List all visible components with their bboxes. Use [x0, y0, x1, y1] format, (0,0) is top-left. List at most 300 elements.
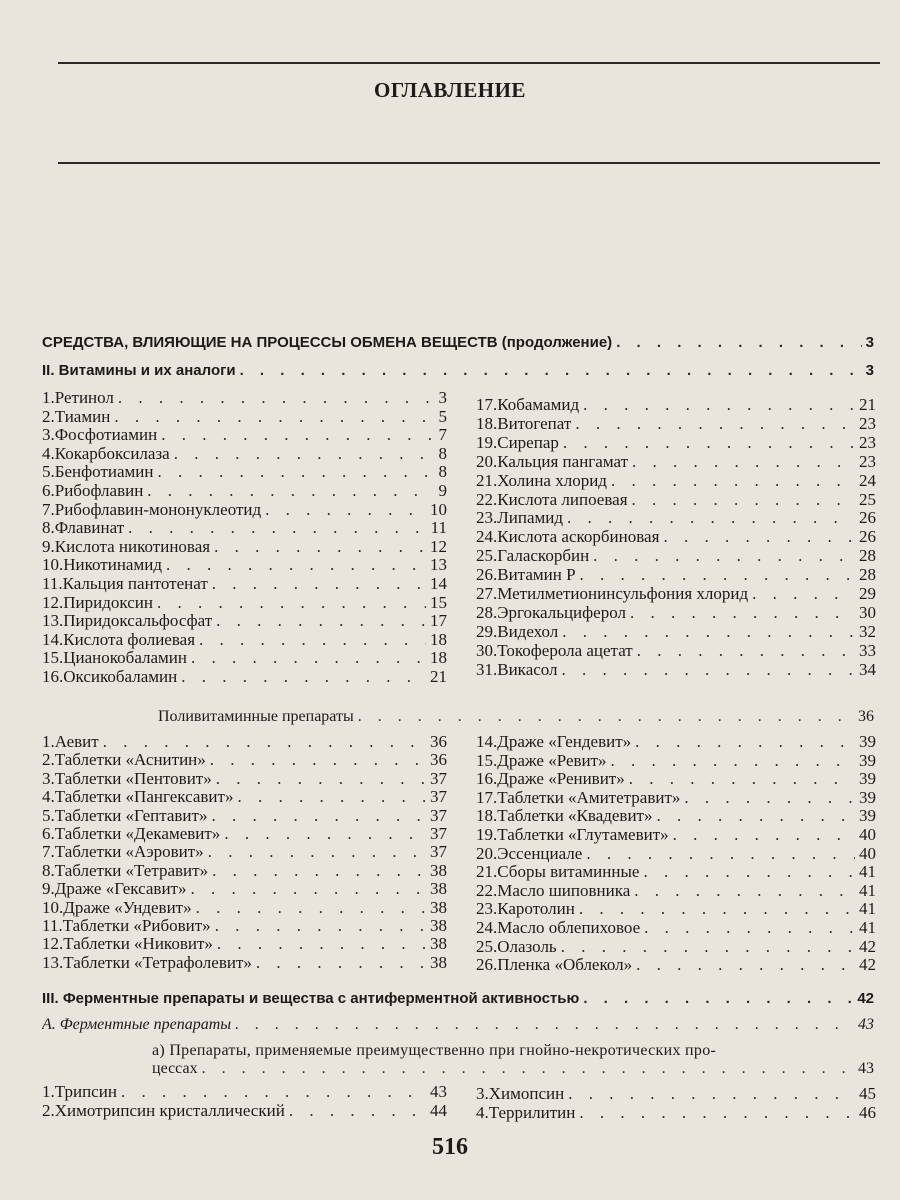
leader-dots: [562, 622, 855, 641]
leader-dots: [202, 1060, 854, 1078]
entry-name: Драже «Гендевит»: [497, 732, 632, 751]
entry-page: 38: [430, 934, 447, 954]
entry-page: 45: [859, 1084, 876, 1103]
entry-page: 38: [430, 879, 447, 899]
toc-entry: [42, 518, 447, 537]
entry-number: 2.: [42, 750, 55, 770]
section-metabolism: [42, 334, 874, 351]
section-page: 3: [865, 362, 874, 379]
section-label: III. Ферментные препараты и вещества с антиферментной активностью: [42, 990, 580, 1007]
entry-name: Витамин P: [497, 565, 576, 585]
toc-entry: [476, 806, 876, 825]
entry-number: 28.: [476, 602, 498, 622]
toc-entry: [42, 732, 447, 751]
top-rule: [58, 62, 880, 64]
entry-page: 41: [859, 862, 876, 882]
entry-name: Химопсин: [488, 1084, 565, 1103]
entry-number: 25.: [476, 936, 498, 956]
leader-dots: [216, 769, 426, 788]
toc-entry: [476, 471, 876, 490]
toc-entry: [42, 407, 447, 426]
leader-dots: [583, 395, 855, 414]
leader-dots: [212, 574, 426, 593]
entry-page: 37: [430, 842, 447, 862]
leader-dots: [196, 898, 426, 917]
entry-number: 22.: [476, 489, 498, 509]
entry-name: Кальция пантотенат: [62, 574, 208, 593]
leader-dots: [583, 990, 853, 1007]
section-label: СРЕДСТВА, ВЛИЯЮЩИЕ НА ПРОЦЕССЫ ОБМЕНА ВЕЩЕСТВ (продолжение): [42, 334, 613, 351]
entry-name: Викасол: [497, 659, 558, 679]
entry-page: 38: [430, 897, 447, 917]
entry-page: 32: [859, 621, 876, 641]
entry-number: 11.: [42, 574, 63, 593]
entry-name: Флавинат: [54, 518, 125, 538]
toc-entry: [476, 622, 876, 641]
toc-entry: [42, 481, 447, 500]
entry-number: 3.: [42, 425, 55, 445]
toc-entry: [42, 444, 447, 463]
toc-entry: [476, 452, 876, 471]
entry-name: Олазоль: [497, 936, 557, 956]
toc-entry: [476, 603, 876, 622]
entry-page: 21: [430, 667, 447, 686]
leader-dots: [157, 593, 426, 612]
entry-page: 40: [859, 843, 876, 863]
toc-entry: [42, 537, 447, 556]
toc-entry: [42, 806, 447, 825]
entry-page: 38: [430, 860, 447, 880]
entry-number: 18.: [476, 806, 498, 826]
entry-name: Фосфотиамин: [54, 425, 158, 445]
entry-page: 40: [859, 825, 876, 844]
leader-dots: [211, 806, 426, 825]
entry-name: Драже «Ренивит»: [497, 769, 625, 789]
entry-number: 2.: [42, 1100, 55, 1120]
entry-number: 16.: [476, 769, 498, 789]
leader-dots: [673, 825, 855, 844]
entry-name: Каротолин: [497, 899, 575, 919]
entry-page: 37: [430, 768, 447, 788]
leader-dots: [629, 769, 855, 788]
subsection-page: 36: [858, 708, 874, 725]
leader-dots: [240, 362, 862, 379]
entry-number: 8.: [42, 518, 55, 538]
entry-name: Галаскорбин: [497, 546, 590, 566]
toc-entry: [42, 769, 447, 788]
leader-dots: [181, 667, 426, 686]
toc-entry: [476, 414, 876, 433]
entry-number: 5.: [42, 805, 55, 825]
entry-page: 9: [438, 481, 447, 500]
entry-name: Пиридоксальфосфат: [63, 611, 213, 631]
toc-entry: [42, 611, 447, 630]
toc-entry: [476, 918, 876, 937]
toc-entry: [476, 584, 876, 603]
entry-number: 17.: [476, 787, 498, 807]
entry-page: 23: [859, 413, 876, 433]
leader-dots: [663, 527, 855, 546]
entry-page: 13: [430, 555, 447, 575]
toc-entry: [476, 825, 876, 844]
entry-name: Драже «Гексавит»: [54, 879, 187, 899]
entry-name: Драже «Ундевит»: [63, 897, 192, 917]
section-label: II. Витамины и их аналоги: [42, 362, 236, 379]
entry-page: 41: [859, 918, 876, 937]
note-label: цессах: [152, 1060, 198, 1077]
entry-number: 1.: [42, 732, 55, 751]
entry-number: 7.: [42, 499, 55, 519]
entry-page: 23: [859, 451, 876, 471]
leader-dots: [289, 1101, 426, 1120]
entry-name: Террилитин: [488, 1102, 576, 1122]
entry-number: 2.: [42, 406, 55, 426]
leader-dots: [567, 508, 855, 527]
entry-page: 5: [438, 406, 447, 426]
toc-entry: [476, 881, 876, 900]
entry-number: 16.: [42, 667, 64, 686]
entry-number: 20.: [476, 843, 498, 863]
toc-entry: [42, 1101, 447, 1120]
leader-dots: [103, 732, 426, 751]
toc-entry: [476, 1084, 876, 1103]
note-page: 43: [858, 1060, 874, 1077]
entry-page: 7: [438, 425, 447, 445]
page-number: 516: [432, 1134, 468, 1160]
leader-dots: [637, 641, 855, 660]
toc-entry: [42, 500, 447, 519]
entry-number: 24.: [476, 527, 498, 547]
entry-name: Таблетки «Пентовит»: [54, 768, 212, 788]
entry-number: 12.: [42, 934, 64, 954]
entry-name: Липамид: [497, 508, 564, 528]
leader-dots: [358, 708, 854, 726]
entry-name: Сирепар: [497, 432, 559, 452]
leader-dots: [575, 414, 855, 433]
multivitamin-heading: [158, 708, 874, 726]
entry-number: 29.: [476, 621, 498, 641]
toc-entry: [42, 750, 447, 769]
leader-dots: [217, 934, 426, 953]
subsection-page: 43: [858, 1016, 874, 1033]
leader-dots: [235, 1016, 854, 1034]
entry-page: 44: [430, 1100, 447, 1120]
toc-entry: [42, 898, 447, 917]
leader-dots: [208, 842, 426, 861]
toc-entry: [42, 842, 447, 861]
entry-page: 37: [430, 824, 447, 843]
entry-name: Сборы витаминные: [497, 862, 640, 882]
leader-dots: [632, 490, 855, 509]
entry-page: 38: [430, 916, 447, 935]
entry-number: 13.: [42, 952, 64, 972]
entry-number: 13.: [42, 611, 64, 631]
entry-number: 15.: [42, 648, 64, 668]
leader-dots: [611, 471, 855, 490]
leader-dots: [632, 452, 855, 471]
entry-name: Холина хлорид: [497, 470, 607, 490]
leader-dots: [212, 861, 426, 880]
entry-number: 24.: [476, 918, 498, 937]
entry-page: 11: [430, 518, 447, 538]
leader-dots: [611, 751, 855, 770]
entry-page: 23: [859, 432, 876, 452]
entry-name: Эссенциале: [497, 843, 583, 863]
entry-page: 33: [859, 640, 876, 660]
leader-dots: [684, 788, 855, 807]
entry-name: Витогепат: [497, 413, 572, 433]
entry-number: 25.: [476, 546, 498, 566]
entry-name: Пиридоксин: [63, 592, 153, 612]
entry-name: Кокарбоксилаза: [54, 443, 170, 463]
entry-number: 14.: [476, 732, 498, 751]
entry-number: 21.: [476, 470, 498, 490]
subsection-label: Поливитаминные препараты: [158, 708, 354, 725]
entry-number: 26.: [476, 955, 498, 975]
entry-page: 42: [859, 936, 876, 956]
entry-page: 17: [430, 611, 447, 631]
entry-page: 39: [859, 750, 876, 770]
page-title: ОГЛАВЛЕНИЕ: [374, 78, 526, 102]
entry-number: 23.: [476, 508, 498, 528]
entry-number: 5.: [42, 462, 55, 482]
toc-entry: [476, 1103, 876, 1122]
entry-name: Трипсин: [54, 1082, 117, 1101]
entry-number: 17.: [476, 395, 498, 414]
entry-name: Рибофлавин-мононуклеотид: [54, 499, 262, 519]
entry-number: 7.: [42, 842, 55, 862]
entry-name: Таблетки «Аэровит»: [54, 842, 204, 862]
toc-entry: [476, 788, 876, 807]
toc-entry: [476, 527, 876, 546]
leader-dots: [265, 500, 426, 519]
entry-name: Токоферола ацетат: [497, 640, 633, 660]
leader-dots: [199, 630, 426, 649]
toc-entry: [42, 824, 447, 843]
entry-page: 14: [430, 574, 447, 593]
entry-page: 21: [859, 395, 876, 414]
toc-entry: [42, 1082, 447, 1101]
toc-entry: [42, 879, 447, 898]
leader-dots: [580, 565, 855, 584]
leader-dots: [643, 862, 855, 881]
section-page: 3: [865, 334, 874, 351]
leader-dots: [157, 462, 434, 481]
entry-name: Никотинамид: [63, 555, 162, 575]
toc-entry: [476, 862, 876, 881]
entry-name: Эргокальциферол: [497, 602, 626, 622]
leader-dots: [215, 916, 426, 935]
entry-number: 11.: [42, 916, 63, 935]
entry-page: 15: [430, 592, 447, 612]
toc-entry: [476, 395, 876, 414]
leader-dots: [121, 1082, 426, 1101]
entry-page: 38: [430, 952, 447, 972]
toc-entry: [476, 769, 876, 788]
entry-name: Таблетки «Гептавит»: [54, 805, 208, 825]
leader-dots: [616, 334, 861, 351]
entry-number: 27.: [476, 584, 498, 603]
entry-name: Метилметионинсульфония хлорид: [497, 584, 749, 603]
entry-page: 42: [859, 955, 876, 975]
entry-name: Таблетки «Никовит»: [63, 934, 213, 954]
entry-page: 36: [430, 732, 447, 751]
toc-entry: [42, 388, 447, 407]
toc-entry: [42, 861, 447, 880]
entry-name: Цианокобаламин: [63, 648, 187, 668]
leader-dots: [586, 844, 855, 863]
subsection-a-enzymes: [42, 1016, 874, 1034]
entry-number: 4.: [42, 443, 55, 463]
entry-page: 26: [859, 508, 876, 528]
leader-dots: [562, 660, 855, 679]
entry-page: 26: [859, 527, 876, 547]
subsection-a-note-line1: а) Препараты, применяемые преимущественно при гнойно-некротических про-: [152, 1042, 717, 1059]
entry-page: 3: [438, 388, 447, 407]
entry-name: Химотрипсин кристаллический: [54, 1100, 285, 1120]
leader-dots: [593, 546, 855, 565]
toc-entry: [476, 433, 876, 452]
entry-number: 4.: [42, 787, 55, 807]
toc-entry: [476, 660, 876, 679]
entry-name: Бенфотиамин: [54, 462, 154, 482]
entry-name: Таблетки «Пангексавит»: [54, 787, 234, 807]
leader-dots: [214, 537, 426, 556]
leader-dots: [224, 824, 426, 843]
entry-name: Таблетки «Квадевит»: [497, 806, 653, 826]
toc-entry: [476, 508, 876, 527]
leader-dots: [166, 555, 426, 574]
entry-name: Таблетки «Аснитин»: [54, 750, 206, 770]
entry-page: 8: [438, 443, 447, 463]
toc-entry: [476, 899, 876, 918]
entry-number: 19.: [476, 825, 498, 844]
entry-page: 39: [859, 787, 876, 807]
toc-entry: [476, 955, 876, 974]
toc-entry: [476, 732, 876, 751]
leader-dots: [174, 444, 435, 463]
entry-number: 26.: [476, 565, 498, 585]
leader-dots: [216, 611, 426, 630]
entry-name: Рибофлавин: [54, 481, 144, 500]
title-rule: [58, 162, 880, 164]
entry-name: Таблетки «Тетравит»: [54, 860, 209, 880]
leader-dots: [147, 481, 434, 500]
subsection-label: А. Ферментные препараты: [42, 1016, 232, 1033]
leader-dots: [635, 732, 855, 751]
entry-number: 3.: [42, 768, 55, 788]
entry-page: 36: [430, 750, 447, 770]
entry-number: 9.: [42, 536, 55, 556]
entry-page: 39: [859, 806, 876, 826]
entry-name: Таблетки «Рибовит»: [62, 916, 211, 935]
entry-number: 6.: [42, 481, 55, 500]
toc-entry: [476, 751, 876, 770]
entry-number: 19.: [476, 432, 498, 452]
toc-entry: [476, 490, 876, 509]
entry-name: Таблетки «Амитетравит»: [497, 787, 681, 807]
entry-page: 41: [859, 899, 876, 919]
leader-dots: [636, 955, 855, 974]
entry-number: 10.: [42, 897, 64, 917]
leader-dots: [579, 1103, 855, 1122]
entry-page: 25: [859, 489, 876, 509]
entry-name: Аевит: [54, 732, 99, 751]
toc-entry: [42, 953, 447, 972]
toc-entry: [476, 565, 876, 584]
entry-number: 3.: [476, 1084, 489, 1103]
entry-number: 18.: [476, 413, 498, 433]
entry-page: 46: [859, 1102, 876, 1122]
entry-name: Кислота фолиевая: [63, 629, 196, 649]
entry-number: 22.: [476, 880, 498, 900]
entry-name: Пленка «Облекол»: [497, 955, 633, 975]
entry-number: 23.: [476, 899, 498, 919]
entry-name: Видехол: [497, 621, 559, 641]
entry-number: 9.: [42, 879, 55, 899]
leader-dots: [191, 648, 426, 667]
entry-number: 15.: [476, 750, 498, 770]
toc-entry: [42, 425, 447, 444]
entry-page: 10: [430, 499, 447, 519]
entry-name: Оксикобаламин: [63, 667, 178, 686]
entry-page: 18: [430, 648, 447, 668]
leader-dots: [630, 603, 855, 622]
entry-number: 4.: [476, 1102, 489, 1122]
entry-page: 28: [859, 546, 876, 566]
entry-number: 6.: [42, 824, 55, 843]
toc-entry: [42, 574, 447, 593]
entry-number: 20.: [476, 451, 498, 471]
entry-name: Кобамамид: [497, 395, 580, 414]
leader-dots: [634, 881, 855, 900]
entry-name: Тиамин: [54, 406, 111, 426]
leader-dots: [568, 1084, 855, 1103]
leader-dots: [563, 433, 855, 452]
subsection-a-note-line2: [152, 1060, 874, 1078]
entry-number: 10.: [42, 555, 64, 575]
entry-page: 43: [430, 1082, 447, 1101]
leader-dots: [656, 806, 855, 825]
entry-number: 31.: [476, 659, 498, 679]
leader-dots: [256, 953, 426, 972]
leader-dots: [561, 937, 855, 956]
leader-dots: [161, 425, 434, 444]
toc-entry: [42, 630, 447, 649]
toc-entry: [476, 844, 876, 863]
entry-name: Кислота аскорбиновая: [497, 527, 660, 547]
entry-page: 29: [859, 584, 876, 603]
toc-entry: [476, 937, 876, 956]
toc-entry: [476, 641, 876, 660]
entry-number: 8.: [42, 860, 55, 880]
entry-number: 1.: [42, 1082, 55, 1101]
entry-number: 12.: [42, 592, 64, 612]
section-vitamins: [42, 362, 874, 379]
entry-name: Ретинол: [54, 388, 114, 407]
toc-entry: [42, 667, 447, 686]
leader-dots: [114, 407, 434, 426]
toc-entry: [42, 462, 447, 481]
leader-dots: [128, 518, 427, 537]
section-page: 42: [857, 990, 874, 1007]
toc-entry: [42, 593, 447, 612]
entry-name: Кислота никотиновая: [54, 536, 211, 556]
leader-dots: [644, 918, 855, 937]
entry-page: 30: [859, 602, 876, 622]
entry-page: 34: [859, 659, 876, 679]
entry-name: Таблетки «Декамевит»: [54, 824, 221, 843]
